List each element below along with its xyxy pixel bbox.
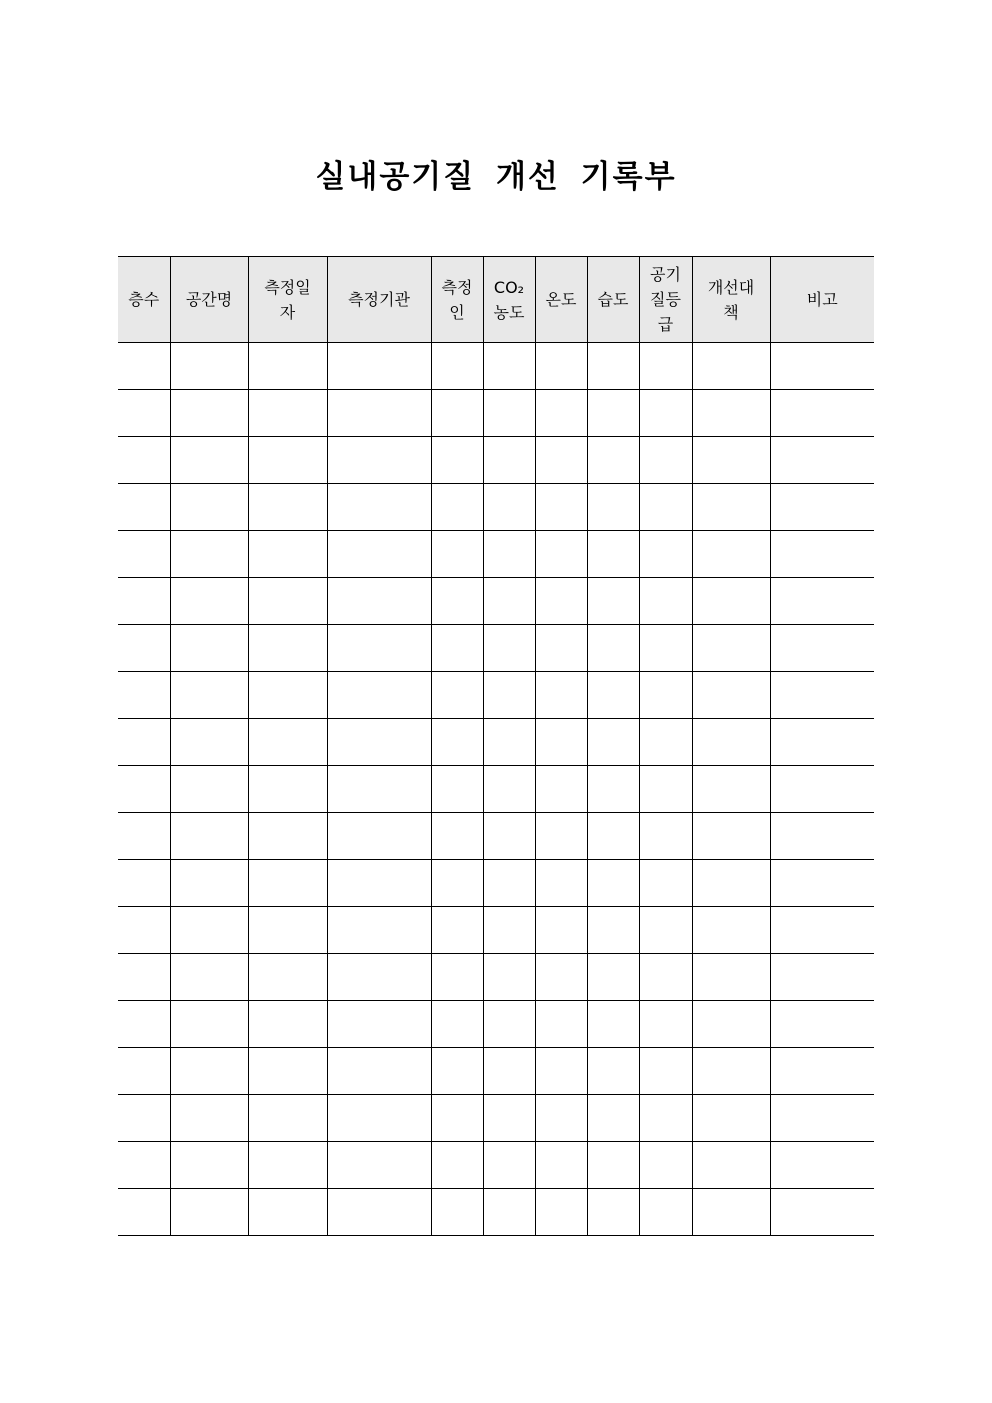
- table-cell[interactable]: [535, 578, 587, 625]
- table-cell[interactable]: [587, 437, 639, 484]
- table-cell[interactable]: [639, 1142, 692, 1189]
- table-cell[interactable]: [639, 531, 692, 578]
- table-cell[interactable]: [535, 437, 587, 484]
- table-cell[interactable]: [327, 813, 431, 860]
- table-cell[interactable]: [692, 954, 770, 1001]
- table-cell[interactable]: [692, 766, 770, 813]
- table-body: [118, 343, 874, 1236]
- table-cell[interactable]: [431, 1095, 483, 1142]
- table-cell[interactable]: [692, 719, 770, 766]
- table-cell[interactable]: [692, 672, 770, 719]
- table-cell[interactable]: [483, 672, 535, 719]
- table-cell[interactable]: [118, 531, 170, 578]
- table-cell[interactable]: [170, 813, 248, 860]
- table-cell[interactable]: [431, 1142, 483, 1189]
- table-cell[interactable]: [118, 1189, 170, 1236]
- page-title: 실내공기질 개선 기록부: [315, 158, 677, 195]
- table-cell[interactable]: [431, 343, 483, 390]
- table-cell[interactable]: [639, 813, 692, 860]
- table-cell[interactable]: [118, 578, 170, 625]
- table-cell[interactable]: [587, 390, 639, 437]
- table-row: [118, 672, 874, 719]
- table-cell[interactable]: [639, 860, 692, 907]
- table-cell[interactable]: [692, 531, 770, 578]
- table-cell[interactable]: [248, 1001, 327, 1048]
- header-space-name: 공간명: [170, 257, 248, 343]
- table-cell[interactable]: [483, 578, 535, 625]
- table-cell[interactable]: [327, 578, 431, 625]
- table-cell[interactable]: [535, 672, 587, 719]
- header-row: [118, 257, 874, 343]
- table-row: [118, 1142, 874, 1189]
- table-cell[interactable]: [170, 578, 248, 625]
- header-humidity: 습도: [587, 257, 639, 343]
- table-cell[interactable]: [170, 954, 248, 1001]
- table-cell[interactable]: [639, 578, 692, 625]
- table-cell[interactable]: [118, 860, 170, 907]
- table-cell[interactable]: [170, 1189, 248, 1236]
- table-cell[interactable]: [327, 625, 431, 672]
- table-cell[interactable]: [118, 719, 170, 766]
- table-cell[interactable]: [535, 625, 587, 672]
- table-cell[interactable]: [587, 1095, 639, 1142]
- table-cell[interactable]: [431, 1001, 483, 1048]
- table-cell[interactable]: [431, 766, 483, 813]
- table-cell[interactable]: [587, 860, 639, 907]
- table-cell[interactable]: [535, 1095, 587, 1142]
- table-row: [118, 813, 874, 860]
- table-cell[interactable]: [248, 860, 327, 907]
- table-cell[interactable]: [431, 672, 483, 719]
- table-cell[interactable]: [639, 907, 692, 954]
- table-cell[interactable]: [248, 766, 327, 813]
- table-cell[interactable]: [770, 1189, 874, 1236]
- table-cell[interactable]: [587, 1048, 639, 1095]
- table-row: [118, 860, 874, 907]
- table-cell[interactable]: [483, 1048, 535, 1095]
- table-cell[interactable]: [770, 531, 874, 578]
- table-cell[interactable]: [639, 484, 692, 531]
- table-cell[interactable]: [431, 578, 483, 625]
- table-row: [118, 719, 874, 766]
- table-cell[interactable]: [639, 954, 692, 1001]
- table-cell[interactable]: [692, 390, 770, 437]
- table-cell[interactable]: [248, 625, 327, 672]
- table-cell[interactable]: [170, 625, 248, 672]
- table-cell[interactable]: [535, 1001, 587, 1048]
- header-improvement-measure: 개선대 책: [692, 257, 770, 343]
- table-cell[interactable]: [327, 1189, 431, 1236]
- table-cell[interactable]: [248, 954, 327, 1001]
- table-row: [118, 1048, 874, 1095]
- table-cell[interactable]: [535, 1048, 587, 1095]
- table-cell[interactable]: [587, 1001, 639, 1048]
- table-cell[interactable]: [483, 343, 535, 390]
- table-cell[interactable]: [770, 484, 874, 531]
- table-cell[interactable]: [587, 1142, 639, 1189]
- header-temperature: 온도: [535, 257, 587, 343]
- table-row: [118, 625, 874, 672]
- table-cell[interactable]: [535, 907, 587, 954]
- table-cell[interactable]: [535, 390, 587, 437]
- table-cell[interactable]: [587, 954, 639, 1001]
- table-cell[interactable]: [483, 531, 535, 578]
- table-cell[interactable]: [327, 766, 431, 813]
- table-cell[interactable]: [431, 484, 483, 531]
- table-cell[interactable]: [248, 672, 327, 719]
- header-measurer: 측정 인: [431, 257, 483, 343]
- table-row: [118, 1189, 874, 1236]
- table-cell[interactable]: [327, 1048, 431, 1095]
- table-cell[interactable]: [327, 719, 431, 766]
- table-cell[interactable]: [431, 531, 483, 578]
- table-cell[interactable]: [587, 484, 639, 531]
- table-cell[interactable]: [692, 860, 770, 907]
- table-cell[interactable]: [170, 531, 248, 578]
- table-cell[interactable]: [327, 437, 431, 484]
- table-cell[interactable]: [327, 343, 431, 390]
- table-cell[interactable]: [118, 672, 170, 719]
- table-cell[interactable]: [639, 343, 692, 390]
- table-cell[interactable]: [118, 1001, 170, 1048]
- table-cell[interactable]: [248, 719, 327, 766]
- table-cell[interactable]: [770, 813, 874, 860]
- table-cell[interactable]: [170, 1001, 248, 1048]
- table-cell[interactable]: [770, 719, 874, 766]
- table-cell[interactable]: [770, 390, 874, 437]
- table-cell[interactable]: [118, 954, 170, 1001]
- table-cell[interactable]: [483, 907, 535, 954]
- table-cell[interactable]: [535, 531, 587, 578]
- table-cell[interactable]: [535, 766, 587, 813]
- table-cell[interactable]: [587, 625, 639, 672]
- table-row: [118, 766, 874, 813]
- table-cell[interactable]: [639, 1001, 692, 1048]
- table-cell[interactable]: [639, 1189, 692, 1236]
- table-row: [118, 531, 874, 578]
- table-cell[interactable]: [692, 813, 770, 860]
- table-cell[interactable]: [248, 1142, 327, 1189]
- table-cell[interactable]: [170, 719, 248, 766]
- table-cell[interactable]: [639, 672, 692, 719]
- table-cell[interactable]: [587, 672, 639, 719]
- table-cell[interactable]: [770, 437, 874, 484]
- header-air-quality-grade: 공기 질등 급: [639, 257, 692, 343]
- table-cell[interactable]: [639, 766, 692, 813]
- table-cell[interactable]: [483, 860, 535, 907]
- record-table: [118, 256, 874, 1236]
- table-cell[interactable]: [535, 343, 587, 390]
- table-cell[interactable]: [770, 860, 874, 907]
- table-row: [118, 1095, 874, 1142]
- table-cell[interactable]: [170, 766, 248, 813]
- table-cell[interactable]: [431, 907, 483, 954]
- table-cell[interactable]: [248, 1095, 327, 1142]
- table-cell[interactable]: [327, 1095, 431, 1142]
- table-cell[interactable]: [692, 1048, 770, 1095]
- table-cell[interactable]: [587, 813, 639, 860]
- table-cell[interactable]: [170, 343, 248, 390]
- table-cell[interactable]: [770, 1001, 874, 1048]
- table-row: [118, 343, 874, 390]
- table-cell[interactable]: [118, 484, 170, 531]
- table-cell[interactable]: [248, 531, 327, 578]
- table-cell[interactable]: [248, 1048, 327, 1095]
- table-cell[interactable]: [483, 484, 535, 531]
- header-measuring-agency: 측정기관: [327, 257, 431, 343]
- table-cell[interactable]: [431, 813, 483, 860]
- table-cell[interactable]: [327, 531, 431, 578]
- table-cell[interactable]: [535, 484, 587, 531]
- table-cell[interactable]: [535, 1142, 587, 1189]
- table-cell[interactable]: [327, 390, 431, 437]
- table-cell[interactable]: [483, 813, 535, 860]
- table-row: [118, 954, 874, 1001]
- table-cell[interactable]: [431, 1189, 483, 1236]
- table-row: [118, 484, 874, 531]
- table-cell[interactable]: [248, 484, 327, 531]
- table-cell[interactable]: [587, 719, 639, 766]
- table-cell[interactable]: [118, 625, 170, 672]
- table-cell[interactable]: [535, 954, 587, 1001]
- table-cell[interactable]: [327, 484, 431, 531]
- table-cell[interactable]: [170, 390, 248, 437]
- table-cell[interactable]: [770, 672, 874, 719]
- table-cell[interactable]: [431, 719, 483, 766]
- table-cell[interactable]: [118, 813, 170, 860]
- table-cell[interactable]: [770, 1048, 874, 1095]
- table-cell[interactable]: [535, 719, 587, 766]
- table-cell[interactable]: [639, 719, 692, 766]
- table-cell[interactable]: [327, 1142, 431, 1189]
- table-cell[interactable]: [770, 954, 874, 1001]
- table-cell[interactable]: [118, 1095, 170, 1142]
- table-cell[interactable]: [770, 907, 874, 954]
- table-cell[interactable]: [327, 672, 431, 719]
- table-cell[interactable]: [118, 766, 170, 813]
- table-cell[interactable]: [170, 1142, 248, 1189]
- table-cell[interactable]: [431, 390, 483, 437]
- table-row: [118, 390, 874, 437]
- table-cell[interactable]: [587, 343, 639, 390]
- table-cell[interactable]: [639, 390, 692, 437]
- header-measurement-date: 측정일 자: [248, 257, 327, 343]
- table-cell[interactable]: [248, 813, 327, 860]
- table-cell[interactable]: [692, 907, 770, 954]
- table-cell[interactable]: [770, 625, 874, 672]
- header-remarks: 비고: [770, 257, 874, 343]
- table-cell[interactable]: [118, 1048, 170, 1095]
- table-cell[interactable]: [118, 343, 170, 390]
- table-cell[interactable]: [692, 1142, 770, 1189]
- table-cell[interactable]: [639, 625, 692, 672]
- table-cell[interactable]: [483, 437, 535, 484]
- table-cell[interactable]: [692, 578, 770, 625]
- table-cell[interactable]: [431, 625, 483, 672]
- table-cell[interactable]: [770, 766, 874, 813]
- table-cell[interactable]: [170, 437, 248, 484]
- table-cell[interactable]: [639, 437, 692, 484]
- table-cell[interactable]: [535, 813, 587, 860]
- table-cell[interactable]: [327, 860, 431, 907]
- table-row: [118, 907, 874, 954]
- table-cell[interactable]: [692, 484, 770, 531]
- table-cell[interactable]: [770, 343, 874, 390]
- table-cell[interactable]: [483, 719, 535, 766]
- table-cell[interactable]: [770, 578, 874, 625]
- table-cell[interactable]: [170, 907, 248, 954]
- table-cell[interactable]: [692, 1095, 770, 1142]
- table-cell[interactable]: [587, 578, 639, 625]
- header-floor: 층수: [118, 257, 170, 343]
- table-cell[interactable]: [170, 860, 248, 907]
- table-cell[interactable]: [248, 578, 327, 625]
- table-cell[interactable]: [692, 437, 770, 484]
- table-cell[interactable]: [639, 1095, 692, 1142]
- table-cell[interactable]: [483, 390, 535, 437]
- table-cell[interactable]: [170, 484, 248, 531]
- table-cell[interactable]: [327, 1001, 431, 1048]
- table-cell[interactable]: [483, 1001, 535, 1048]
- table-cell[interactable]: [770, 1142, 874, 1189]
- table-row: [118, 437, 874, 484]
- table-cell[interactable]: [248, 390, 327, 437]
- table-cell[interactable]: [118, 437, 170, 484]
- table-cell[interactable]: [170, 1095, 248, 1142]
- table-cell[interactable]: [327, 954, 431, 1001]
- table-cell[interactable]: [587, 1189, 639, 1236]
- table-cell[interactable]: [327, 907, 431, 954]
- table-cell[interactable]: [770, 1095, 874, 1142]
- table-cell[interactable]: [483, 954, 535, 1001]
- header-co2-concentration: CO₂ 농도: [483, 257, 535, 343]
- table-cell[interactable]: [118, 390, 170, 437]
- table-cell[interactable]: [483, 625, 535, 672]
- table-cell[interactable]: [587, 907, 639, 954]
- table-cell[interactable]: [692, 1189, 770, 1236]
- table-cell[interactable]: [639, 1048, 692, 1095]
- table-cell[interactable]: [535, 1189, 587, 1236]
- table-cell[interactable]: [170, 1048, 248, 1095]
- table-row: [118, 1001, 874, 1048]
- table-cell[interactable]: [118, 907, 170, 954]
- table-cell[interactable]: [587, 766, 639, 813]
- table-cell[interactable]: [431, 860, 483, 907]
- table-cell[interactable]: [483, 766, 535, 813]
- table-row: [118, 578, 874, 625]
- table-cell[interactable]: [692, 1001, 770, 1048]
- table-cell[interactable]: [118, 1142, 170, 1189]
- table-cell[interactable]: [535, 860, 587, 907]
- table-cell[interactable]: [431, 1048, 483, 1095]
- table-cell[interactable]: [248, 437, 327, 484]
- table-cell[interactable]: [431, 437, 483, 484]
- table-cell[interactable]: [587, 531, 639, 578]
- table-cell[interactable]: [248, 907, 327, 954]
- table-cell[interactable]: [483, 1095, 535, 1142]
- table-cell[interactable]: [248, 1189, 327, 1236]
- table-cell[interactable]: [692, 625, 770, 672]
- table-cell[interactable]: [483, 1189, 535, 1236]
- table-cell[interactable]: [483, 1142, 535, 1189]
- table-cell[interactable]: [431, 954, 483, 1001]
- table-cell[interactable]: [170, 672, 248, 719]
- table-cell[interactable]: [248, 343, 327, 390]
- table-cell[interactable]: [692, 343, 770, 390]
